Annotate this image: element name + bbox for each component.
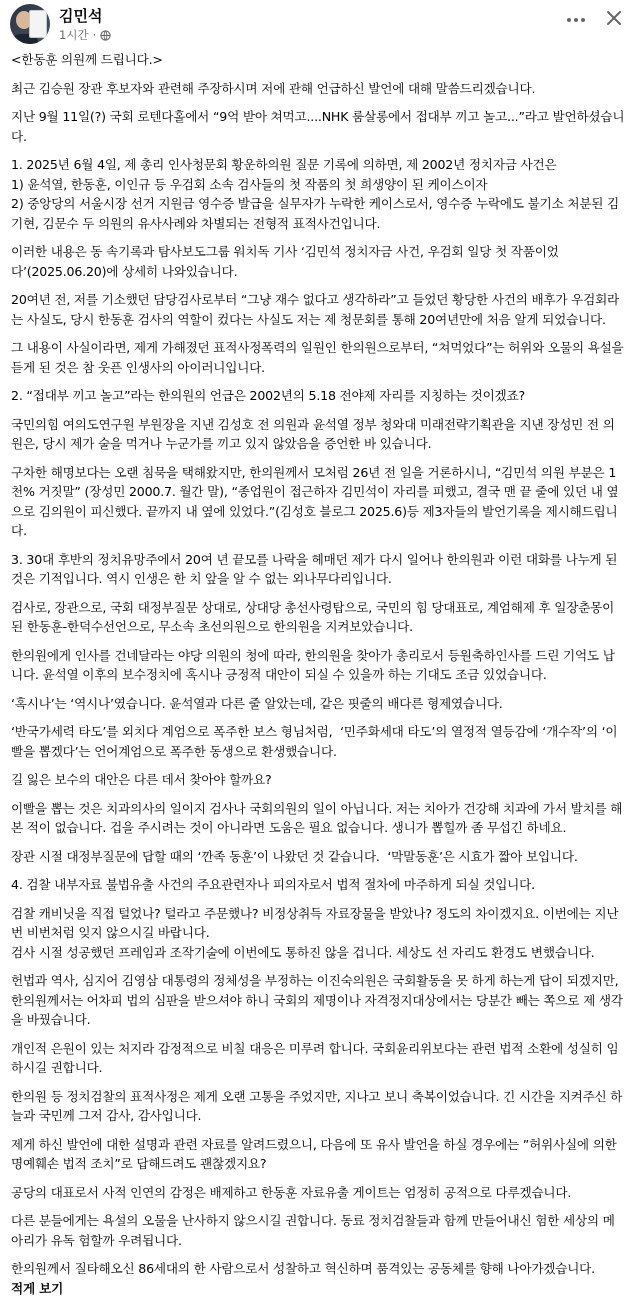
avatar-badge — [29, 10, 47, 38]
post-paragraph: 한의원 등 정치검찰의 표적사정은 제게 오랜 고통을 주었지만, 지나고 보니 축복이었습니다. 긴 시간을 지켜주신 하늘과 국민께 그저 감사, 감사입니다. — [11, 1088, 623, 1123]
post-body — [0, 44, 640, 1298]
post-paragraph: ‘혹시나’는 ‘역시나’였습니다. 윤석열과 다른 줄 알았는데, 같은 핏줄의 배다른 형제였습니다. — [11, 695, 503, 711]
post-paragraph: 2. “접대부 끼고 놀고”라는 한의원의 언급은 2002년의 5.18 전야제 자리를 지칭하는 것이겠죠? — [11, 388, 525, 403]
post-header — [0, 0, 640, 44]
post-paragraph: <한동훈 의원께 드립니다.> — [11, 52, 163, 67]
post-paragraph: 다른 분들에게는 욕설의 오물을 난사하지 않으시길 권합니다. 동료 정치검찰들과 함께 만들어내신 험한 세상의 메아리가 유독 험할까 우려됩니다. — [11, 1213, 615, 1248]
post-paragraph: 길 잃은 보수의 대안은 다른 데서 찾아야 할까요? — [11, 772, 272, 787]
post-paragraph: 이빨을 뽑는 것은 치과의사의 일이지 검사나 국회의원의 일이 아닙니다. 저는 치아가 건강해 치과에 가서 발치를 해본 적이 없습니다. 겁을 주시려는 것이 아니라면 도움은 필요 없습니다. 생니가 뽑힐까 좀 무섭긴 하네요. — [11, 800, 623, 835]
close-icon[interactable] — [602, 6, 626, 30]
more-dot — [574, 18, 578, 22]
post-paragraph: 헌법과 역사, 심지어 김영삼 대통령의 정체성을 부정하는 이진숙의원은 국회활동을 못 하게 하는게 답이 되겠지만, 한의원께서는 어차피 법의 심판을 받으셔야 하니 국회의 제명이나 자격정지대상에서는 당분간 빼는 쪽으로 제 생각을 바꿨습니다. — [11, 973, 623, 1027]
more-dot — [581, 18, 585, 22]
see-less-link[interactable]: 적게 보기 — [11, 1280, 64, 1296]
post-meta — [59, 27, 111, 43]
avatar[interactable] — [10, 4, 50, 44]
post-paragraph: 최근 김승원 장관 후보자와 관련해 주장하시며 저에 관해 언급하신 발언에 대해 말씀드리겠습니다. — [11, 80, 536, 96]
author-name[interactable]: 김민석 — [59, 7, 103, 25]
post-paragraph: 검사로, 장관으로, 국회 대정부질문 상대로, 상대당 총선사령탑으로, 국민의 힘 당대표로, 계엄해제 후 일장춘몽이 된 한동훈-한덕수선언으로, 무소속 초선의원으로 한의원을 지켜보았습니다. — [11, 599, 618, 634]
post-paragraph: 지난 9월 11일(?) 국회 로텐다홀에서 “9억 받아 쳐먹고....NHK 룸살롱에서 접대부 끼고 놀고...”라고 발언하셨습니다. — [11, 109, 625, 144]
post-paragraph: 제게 하신 발언에 대한 설명과 관련 자료를 알려드렸으니, 다음에 또 유사 발언을 하실 경우에는 ”허위사실에 의한 명예훼손 법적 조치”로 답해드려도 괜찮겠지요? — [11, 1136, 621, 1171]
meta-separator: · — [92, 28, 97, 42]
more-dot — [567, 18, 571, 22]
more-options-icon[interactable] — [564, 10, 588, 30]
post-paragraph: 구차한 해명보다는 오랜 침묵을 택해왔지만, 한의원께서 모처럼 26년 전 일을 거론하시니, “김민석 의원 부분은 1천% 거짓말” (장성민 2000.7. 월간 말), “종업원이 접근하자 김민석이 자리를 피했고, 결국 맨 끝 줄에 있던 내 옆으로 김의원이 피신했다. 끝까지 내 옆에 있었다.”(김성호 블로그 2025.6)등 제3자들의 발언기록을 제시해드립니다. — [11, 464, 619, 538]
post-paragraph: 한의원께서 질타해오신 86세대의 한 사람으로서 성찰하고 혁신하며 품격있는 공동체를 향해 나아가겠습니다. — [11, 1261, 595, 1276]
post-paragraph: 이러한 내용은 동 속기록과 탐사보도그룹 워치독 기사 ‘김민석 정치자금 사건, 우검회 일당 첫 작품이었다’(2025.06.20)에 상세히 나와있습니다. — [11, 244, 559, 279]
globe-icon[interactable] — [100, 30, 111, 41]
post-paragraph: 4. 검찰 내부자료 불법유출 사건의 주요관련자나 피의자로서 법적 절차에 마주하게 되실 것입니다. — [11, 877, 535, 892]
post-paragraph: 20여년 전, 저를 기소했던 담당검사로부터 “그냥 재수 없다고 생각하라”고 들었던 황당한 사건의 배후가 우검회라는 사실도, 당시 한동훈 검사의 역할이 컸다는 사실도 저는 제 청문회를 통해 20여년만에 처음 알게 되었습니다. — [11, 292, 620, 327]
post-paragraph: 한의원에게 인사를 건네달라는 야당 의원의 청에 따라, 한의원을 찾아가 총리로서 등원축하인사를 드린 기억도 납니다. 윤석열 이후의 보수정치에 혹시나 긍정적 대안이 되실 수 있을까 하는 기대도 조금 있었습니다. — [11, 647, 615, 682]
post-paragraph: 1. 2025년 6월 4일, 제 총리 인사청문회 황운하의원 질문 기록에 의하면, 제 2002년 정치자금 사건은 1) 윤석열, 한동훈, 이인규 등 우검회 소속 검사들의 첫 작품의 첫 희생양이 된 케이스이자 2) 중앙당의 서울시장 선거 지원금 영수증 발급을 실무자가 누락한 케이스로서, 영수증 누락에도 불기소 처분된 김기현, 김문수 두 의원의 유사사례와 차별되는 전형적 표적사건입니다. — [11, 157, 620, 231]
post-paragraph: 검찰 캐비닛을 직접 털었나? 털라고 주문했나? 비정상취득 자료장물을 받았나? 정도의 차이겠지요. 이번에는 지난 번 비번처럼 잊지 않으시길 바랍니다. 검사 시절 성공했던 프레임과 조작기술에 이번에도 통하진 않을 겁니다. 세상도 선 자리도 환경도 변했습니다. — [11, 905, 619, 960]
post-paragraph: ‘반국가세력 타도’를 외치다 계엄으로 폭주한 보스 형님처럼, ‘민주화세대 타도’의 열정적 열등감에 ‘개수작’의 ‘이빨을 뽑겠다’는 언어계엄으로 폭주한 동생으로 환생했습니다. — [11, 724, 618, 759]
post-time[interactable]: 1시간 — [59, 28, 89, 42]
post-paragraph: 공당의 대표로서 사적 인연의 감정은 배제하고 한동훈 자료유출 게이트는 엄정히 공적으로 다루겠습니다. — [11, 1184, 572, 1200]
post-paragraph: 개인적 은원이 있는 처지라 감정적으로 비칠 대응은 미루려 합니다. 국회윤리위보다는 관련 법적 소환에 성실히 임하시길 권합니다. — [11, 1040, 619, 1075]
post-paragraph: 그 내용이 사실이라면, 제게 가해졌던 표적사정폭력의 일원인 한의원으로부터, “쳐먹었다”는 허위와 오물의 욕설을 듣게 된 것은 참 웃픈 인생사의 아이러니입니다. — [11, 340, 628, 375]
post-paragraph: 국민의힘 여의도연구원 부원장을 지낸 김성호 전 의원과 윤석열 정부 청와대 미래전략기획관을 지낸 장성민 전 의원은, 당시 제가 술을 먹거나 누군가를 끼고 있지 않았음을 증언한 바 있습니다. — [11, 416, 615, 451]
post-paragraph: 3. 30대 후반의 정치유망주에서 20여 년 끝모를 나락을 헤매던 제가 다시 일어나 한의원과 이런 대화를 나누게 된 것은 기적입니다. 역시 인생은 한 치 앞을 알 수 없는 외나무다리입니다. — [11, 551, 622, 586]
post-paragraph: 장관 시절 대정부질문에 답할 때의 ‘깐족 동훈’이 나왔던 것 같습니다. ‘막말동훈’은 시효가 짧아 보입니다. — [11, 848, 578, 864]
